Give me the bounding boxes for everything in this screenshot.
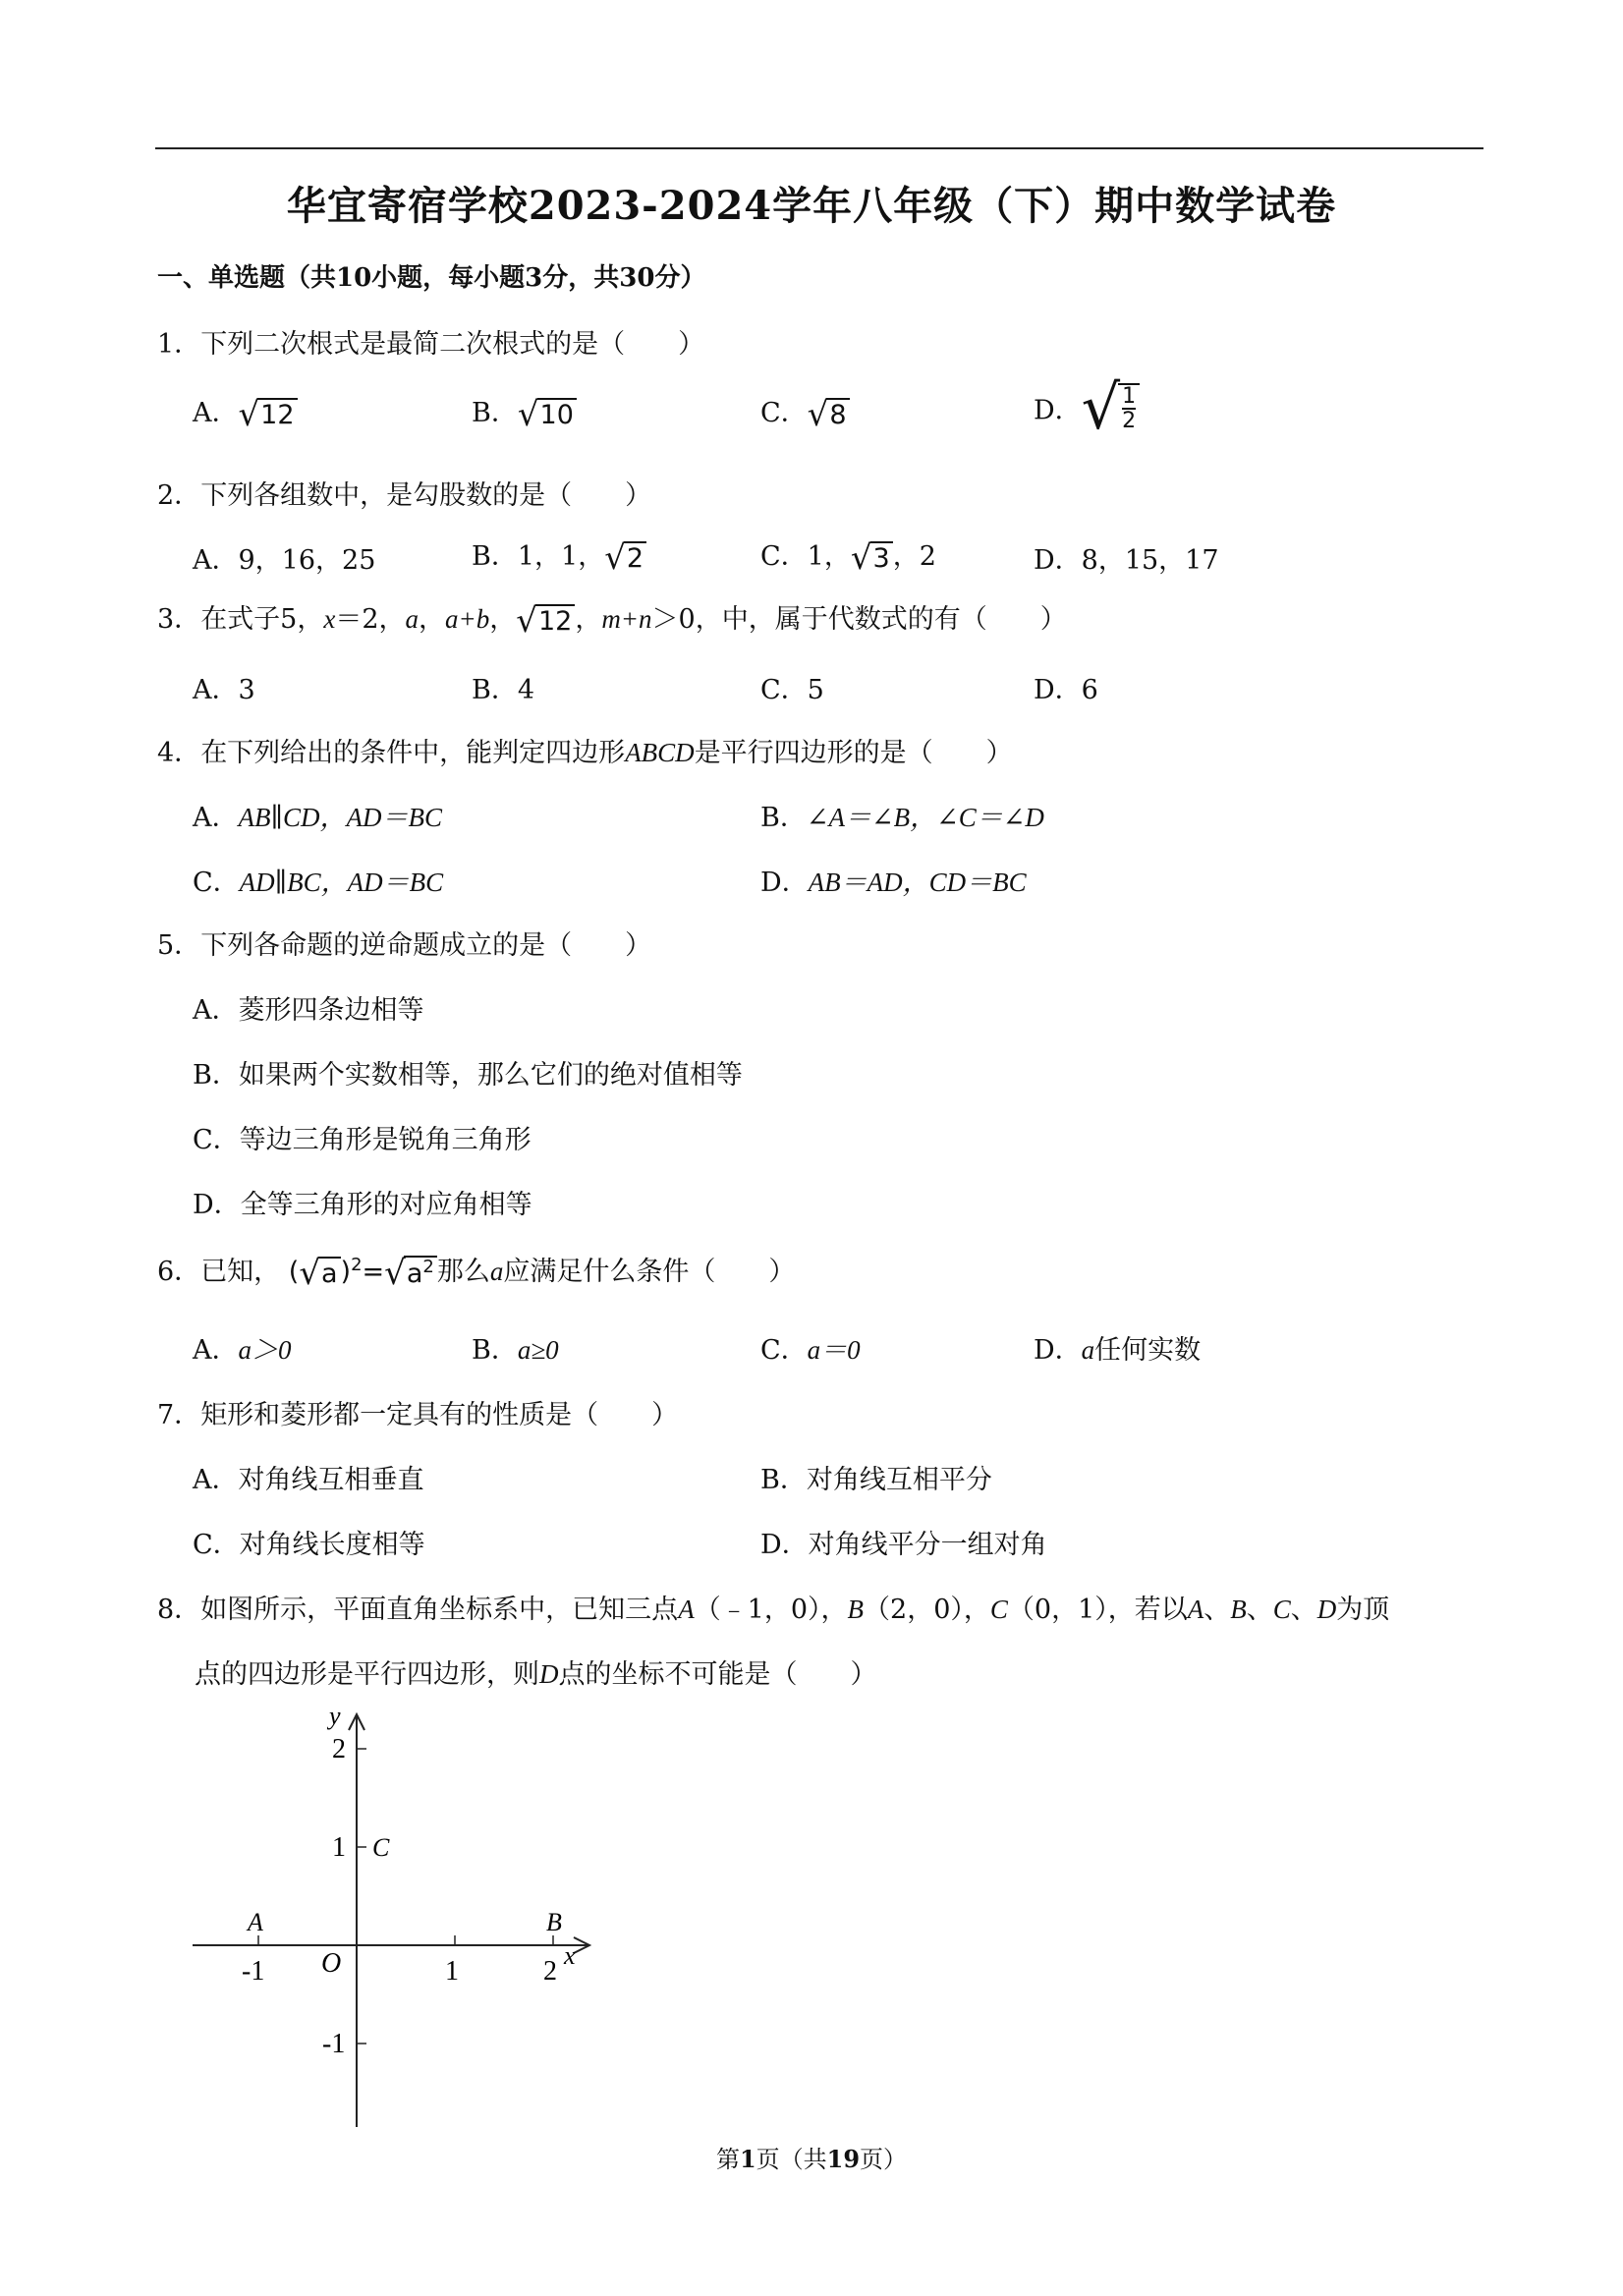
q5-option-c: C．等边三角形是锐角三角形	[193, 1125, 532, 1155]
exam-title: 华宜寄宿学校2023-2024学年八年级（下）期中数学试卷	[286, 183, 1337, 229]
q7-option-a: A．对角线互相垂直	[193, 1465, 424, 1495]
x-tick-label-1: 1	[445, 1956, 459, 1987]
coordinate-figure	[177, 1695, 629, 2137]
question-4: 4．在下列给出的条件中，能判定四边形ABCD是平行四边形的是（ ）	[157, 738, 1013, 768]
q4-option-a: A．AB∥CD，AD＝BC	[193, 803, 442, 833]
q2-option-a: A．9，16，25	[193, 545, 376, 576]
header-rule	[155, 147, 1483, 149]
q1-option-d: D． √ $\frac{1}{2}$	[1034, 377, 1140, 438]
y-tick-label--1: -1	[322, 2029, 346, 2059]
q7-option-b: B．对角线互相平分	[760, 1465, 992, 1495]
question-5: 5．下列各命题的逆命题成立的是（ ）	[157, 930, 652, 961]
q3-option-a: A．3	[193, 675, 255, 705]
question-3: 3．在式子5，x＝2，a，a+b， √ 12 ，m+n＞0，中，属于代数式的有（ ）	[157, 600, 1067, 641]
q2-option-c: C．1， √ 3 ，2	[760, 537, 936, 578]
q5-option-d: D．全等三角形的对应角相等	[193, 1190, 532, 1220]
point-b-label: B	[546, 1908, 562, 1936]
q5-option-a: A．菱形四条边相等	[193, 995, 424, 1026]
q2-option-d: D．8，15，17	[1034, 545, 1219, 576]
question-1: 1．下列二次根式是最简二次根式的是（ ）	[157, 329, 705, 360]
q6-option-c: C．a＝0	[760, 1335, 861, 1366]
question-8: 8．如图所示，平面直角坐标系中，已知三点A（﹣1，0），B（2，0），C（0，1），若以A、B、C、D为顶	[157, 1595, 1390, 1625]
q1-option-b: B． √ 10	[472, 391, 577, 431]
q6-option-d: D．a任何实数	[1034, 1335, 1202, 1366]
x-axis-label: x	[564, 1941, 576, 1970]
y-axis-label: y	[329, 1702, 341, 1730]
q3-option-d: D．6	[1034, 675, 1098, 705]
q4-option-d: D．AB＝AD，CD＝BC	[760, 868, 1027, 898]
y-tick-label-2: 2	[332, 1734, 346, 1764]
q4-option-c: C．AD∥BC，AD＝BC	[193, 868, 444, 898]
question-8-line-2: 点的四边形是平行四边形，则D点的坐标不可能是（ ）	[195, 1659, 877, 1690]
q5-option-b: B．如果两个实数相等，那么它们的绝对值相等	[193, 1060, 743, 1091]
q3-option-c: C．5	[760, 675, 824, 705]
y-tick-label-1: 1	[332, 1832, 346, 1863]
question-2: 2．下列各组数中，是勾股数的是（ ）	[157, 480, 652, 511]
question-6: 6．已知， ( √ a )$^2$= √ $a^2$ 那么a应满足什么条件（ ）	[157, 1253, 796, 1293]
x-tick-label--1: -1	[242, 1956, 265, 1987]
q1-option-a: A． √ 12	[193, 391, 298, 431]
origin-label: O	[321, 1948, 342, 1979]
q7-option-d: D．对角线平分一组对角	[760, 1530, 1047, 1560]
point-a-label: A	[248, 1908, 263, 1936]
point-c-label: C	[372, 1833, 390, 1862]
q6-option-b: B．a≥0	[472, 1335, 559, 1366]
q4-option-b: B．∠A＝∠B，∠C＝∠D	[760, 803, 1044, 833]
section-heading: 一、单选题（共10小题，每小题3分，共30分）	[157, 263, 706, 293]
question-7: 7．矩形和菱形都一定具有的性质是（ ）	[157, 1400, 679, 1430]
q1-option-c: C． √ 8	[760, 391, 850, 431]
q7-option-c: C．对角线长度相等	[193, 1530, 425, 1560]
x-tick-label-2: 2	[543, 1956, 557, 1987]
q2-option-b: B．1，1， √ 2	[472, 534, 646, 575]
page-footer: 第1页（共19页）	[715, 2145, 908, 2173]
q3-option-b: B．4	[472, 675, 535, 705]
q6-option-a: A．a＞0	[193, 1335, 292, 1366]
